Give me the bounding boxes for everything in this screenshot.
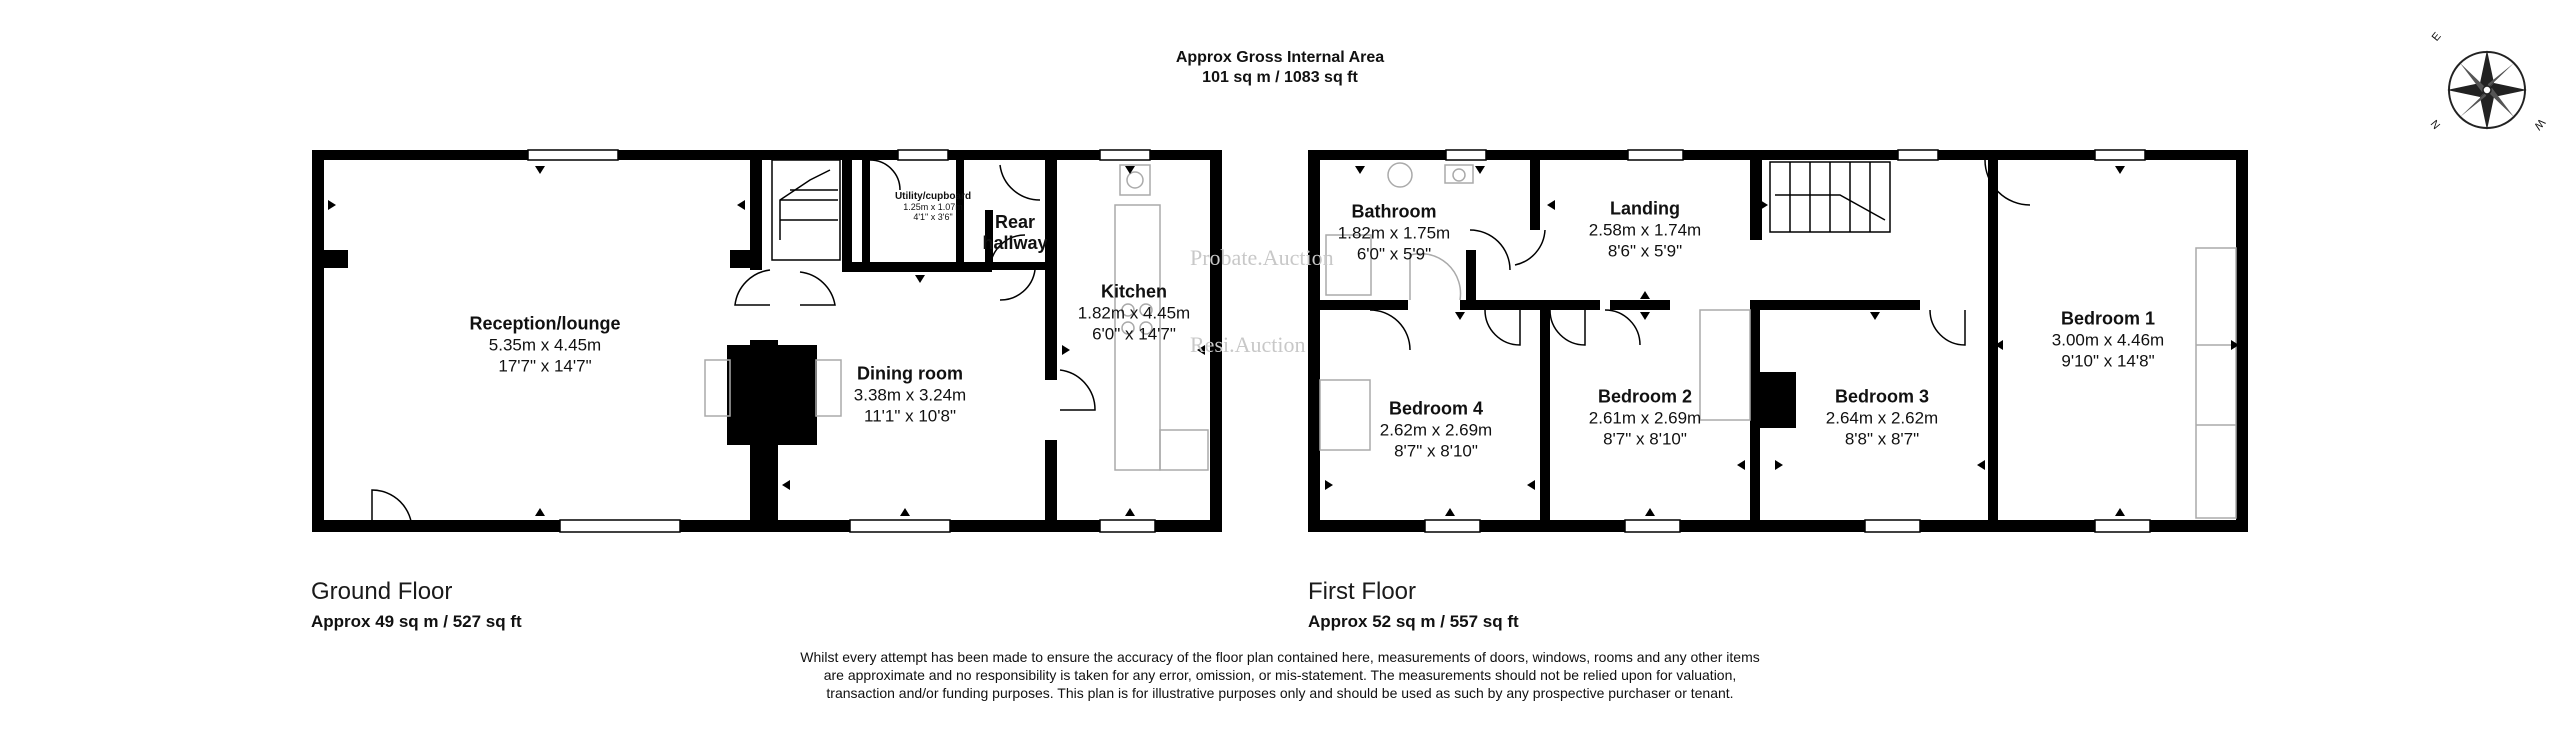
room-bedroom-4 <box>1380 399 1492 462</box>
room-bedroom-3 <box>1826 387 1938 450</box>
room-name: Bathroom <box>1351 201 1437 222</box>
gross-area-label: Approx Gross Internal Area <box>1175 49 1385 66</box>
room-imperial: 8'7" x 8'10" <box>1603 429 1687 449</box>
room-metric: 1.82m x 4.45m <box>1077 303 1191 323</box>
room-name: Landing <box>1609 198 1680 219</box>
room-kitchen <box>1078 282 1190 345</box>
area-title <box>1176 48 1384 88</box>
first-floor-title: First Floor <box>1308 578 1416 605</box>
room-landing <box>1589 199 1701 262</box>
watermark-text-2: Resi.Auction <box>1190 332 1306 357</box>
disclaimer-text: Whilst every attempt has been made to ensure the accuracy of the floor plan contained here, measurements of doors, windows, rooms and any other items are approximate and no responsibility is taken for any error, omission, or mis-statement. The measurements should not be relied upon for valuation, transaction and/or funding purposes. This plan is for illustrative purposes only and should be used as such by any prospective purchaser or tenant. <box>800 649 1760 701</box>
gross-area-value: 101 sq m / 1083 sq ft <box>1202 69 1358 86</box>
room-bathroom <box>1338 202 1450 265</box>
room-utility-cupboard <box>895 192 971 222</box>
room-imperial: 6'0" x 14'7" <box>1092 324 1176 344</box>
compass-label-e: E <box>2429 30 2444 44</box>
room-name: Reception/lounge <box>469 313 621 334</box>
watermark-text-1: Probate.Auction <box>1190 245 1334 270</box>
room-bedroom-2 <box>1589 387 1701 450</box>
room-imperial: 6'0" x 5'9" <box>1356 244 1432 264</box>
room-imperial: 11'1" x 10'8" <box>864 406 956 426</box>
room-name: Utility/cupboard <box>894 191 972 202</box>
room-metric: 5.35m x 4.45m <box>488 335 602 355</box>
room-imperial: 17'7" x 14'7" <box>498 356 592 376</box>
room-bedroom-1 <box>2052 309 2164 372</box>
room-name: Rear hallway <box>982 212 1048 253</box>
room-metric: 2.64m x 2.62m <box>1825 408 1939 428</box>
room-metric: 1.25m x 1.07m <box>903 202 963 212</box>
first-floor-area: Approx 52 sq m / 557 sq ft <box>1308 612 1519 631</box>
room-reception-lounge <box>469 314 620 377</box>
room-imperial: 8'7" x 8'10" <box>1394 441 1478 461</box>
room-name: Kitchen <box>1100 281 1168 302</box>
room-imperial: 8'8" x 8'7" <box>1844 429 1920 449</box>
room-name: Dining room <box>856 363 963 384</box>
room-name: Bedroom 2 <box>1597 386 1693 407</box>
ground-floor-title: Ground Floor <box>311 578 453 605</box>
room-metric: 2.58m x 1.74m <box>1588 220 1702 240</box>
compass-label-w: W <box>2531 116 2548 132</box>
compass-rose-icon <box>2447 50 2527 130</box>
room-metric: 2.62m x 2.69m <box>1379 420 1493 440</box>
room-name: Bedroom 1 <box>2060 308 2156 329</box>
room-name: Bedroom 3 <box>1834 386 1930 407</box>
room-dining <box>854 364 966 427</box>
room-rear-hallway <box>975 212 1055 254</box>
room-imperial: 4'1" x 3'6" <box>913 212 953 222</box>
room-metric: 3.38m x 3.24m <box>853 385 967 405</box>
room-imperial: 9'10" x 14'8" <box>2061 351 2155 371</box>
room-metric: 3.00m x 4.46m <box>2051 330 2165 350</box>
room-name: Bedroom 4 <box>1388 398 1484 419</box>
room-metric: 1.82m x 1.75m <box>1337 223 1451 243</box>
room-imperial: 8'6" x 5'9" <box>1607 241 1683 261</box>
ground-floor-area: Approx 49 sq m / 527 sq ft <box>311 612 522 631</box>
compass-label-n: N <box>2428 117 2444 131</box>
room-metric: 2.61m x 2.69m <box>1588 408 1702 428</box>
